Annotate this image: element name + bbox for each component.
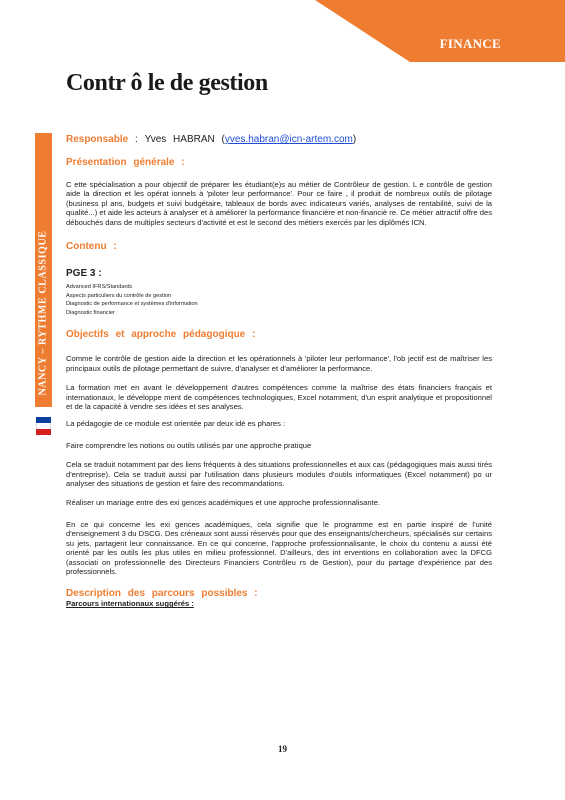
main-content	[66, 134, 492, 608]
page-title: Contr ô le de gestion	[66, 70, 268, 96]
campus-sidebar-label: NANCY – RYTHME CLASSIQUE	[37, 230, 49, 396]
objectifs-paragraph: Cela se traduit notamment par des liens fréquents à des situations professionnelles et aux cas (pédagogiques mais aussi tirés d'entreprise). Cela se traduit aussi par l'utilisation dans plusieurs modules d'outils informatiques (Excel notamment) po ur analyser des situations de gestion et faire des recommandations.	[66, 460, 492, 489]
course-item: Advanced IFRS/Standards	[66, 284, 133, 291]
objectifs-paragraph: Comme le contrôle de gestion aide la direction et les opérationnels à 'piloter leur performance', l'ob jectif est de maîtriser les principaux outils de pilotage permettant de suivre, d'analyser et d'améliorer la performance.	[66, 354, 492, 373]
course-list	[66, 283, 492, 317]
responsable-label: Responsable	[66, 134, 129, 145]
objectifs-paragraph: Faire comprendre les notions ou outils utilisés par une approche pratique	[66, 440, 312, 450]
page-number: 19	[278, 744, 287, 754]
course-item: Diagnostic financier	[66, 309, 115, 316]
objectifs-paragraph: En ce qui concerne les exi gences académiques, cela signifie que le programme est en partie inspiré de l'unité d'enseignement 3 du DSCG. Des créneaux sont aussi réservés pour que des enseignants/chercheurs, spécialisés sur certains su jets, partagent leur connaissance. En ce qui concerne, l'approche professionnalisante, le choix du contenu a aussi été orienté par les outils les plus utiles en milieu professionnel. D'ailleurs, des int erventions en collaboration avec la DFCG (associati on professionnelle des Directeurs Financiers Contrôleu rs de Gestion), pour du partage d'expérience par des professionnels.	[66, 519, 492, 576]
course-item: Aspects particuliers du contrôle de gestion	[66, 292, 172, 299]
responsable-sep: :	[135, 134, 138, 145]
objectifs-paragraph: Réaliser un mariage entre des exi gences académiques et une approche professionnalisante.	[66, 498, 381, 508]
description-heading: Description des parcours possibles :	[66, 588, 258, 600]
presentation-text: C ette spécialisation a pour objectif de préparer les étudiant(e)s au métier de Contrôleur de gestion. L e contrôle de gestion aide la direction et les opérat ionnels à 'piloter leur performance'. Pour ce faire , il produit de nombreux outils de pilotage (business pl ans, budgets et suivi budgétaire, tableaux de bords avec indicateurs variés, analyses de rentabilité, suivi de la qualité...) et aide les acteurs à analyser et à améliorer la performance financière et non-financiè re. Ce métier attractif offre des débouchés dans de multiples secteurs d'activité et est le second des métiers exercés par les diplômés ICN.	[66, 180, 492, 227]
program-label: PGE 3 :	[66, 268, 102, 280]
section-banner	[315, 0, 565, 62]
responsable-name: Yves HABRAN	[144, 134, 215, 145]
objectifs-paragraph: La pédagogie de ce module est orientée par deux idé es phares :	[66, 419, 286, 429]
contenu-heading: Contenu :	[66, 241, 117, 253]
objectifs-heading: Objectifs et approche pédagogique :	[66, 329, 256, 341]
parcours-subheading: Parcours internationaux suggérés :	[66, 599, 194, 609]
french-flag-icon	[36, 417, 51, 435]
email-open-paren: (	[221, 134, 225, 145]
responsable-line	[66, 134, 492, 145]
email-close-paren: )	[352, 134, 357, 145]
objectifs-paragraph: La formation met en avant le développement d'autres compétences comme la maîtrise des états financiers français et internationaux, le développe ment de compétences technologiques, Excel notamment, d'un esprit analytique et propositionnel et de la capacité à vendre ses idées et ses analyses.	[66, 383, 492, 412]
presentation-heading: Présentation générale :	[66, 157, 185, 168]
responsable-email-link[interactable]: yves.habran@icn-artem.com	[224, 134, 353, 145]
section-label: FINANCE	[439, 36, 501, 51]
course-item: Diagnostic de performance et systèmes d'information	[66, 301, 198, 308]
